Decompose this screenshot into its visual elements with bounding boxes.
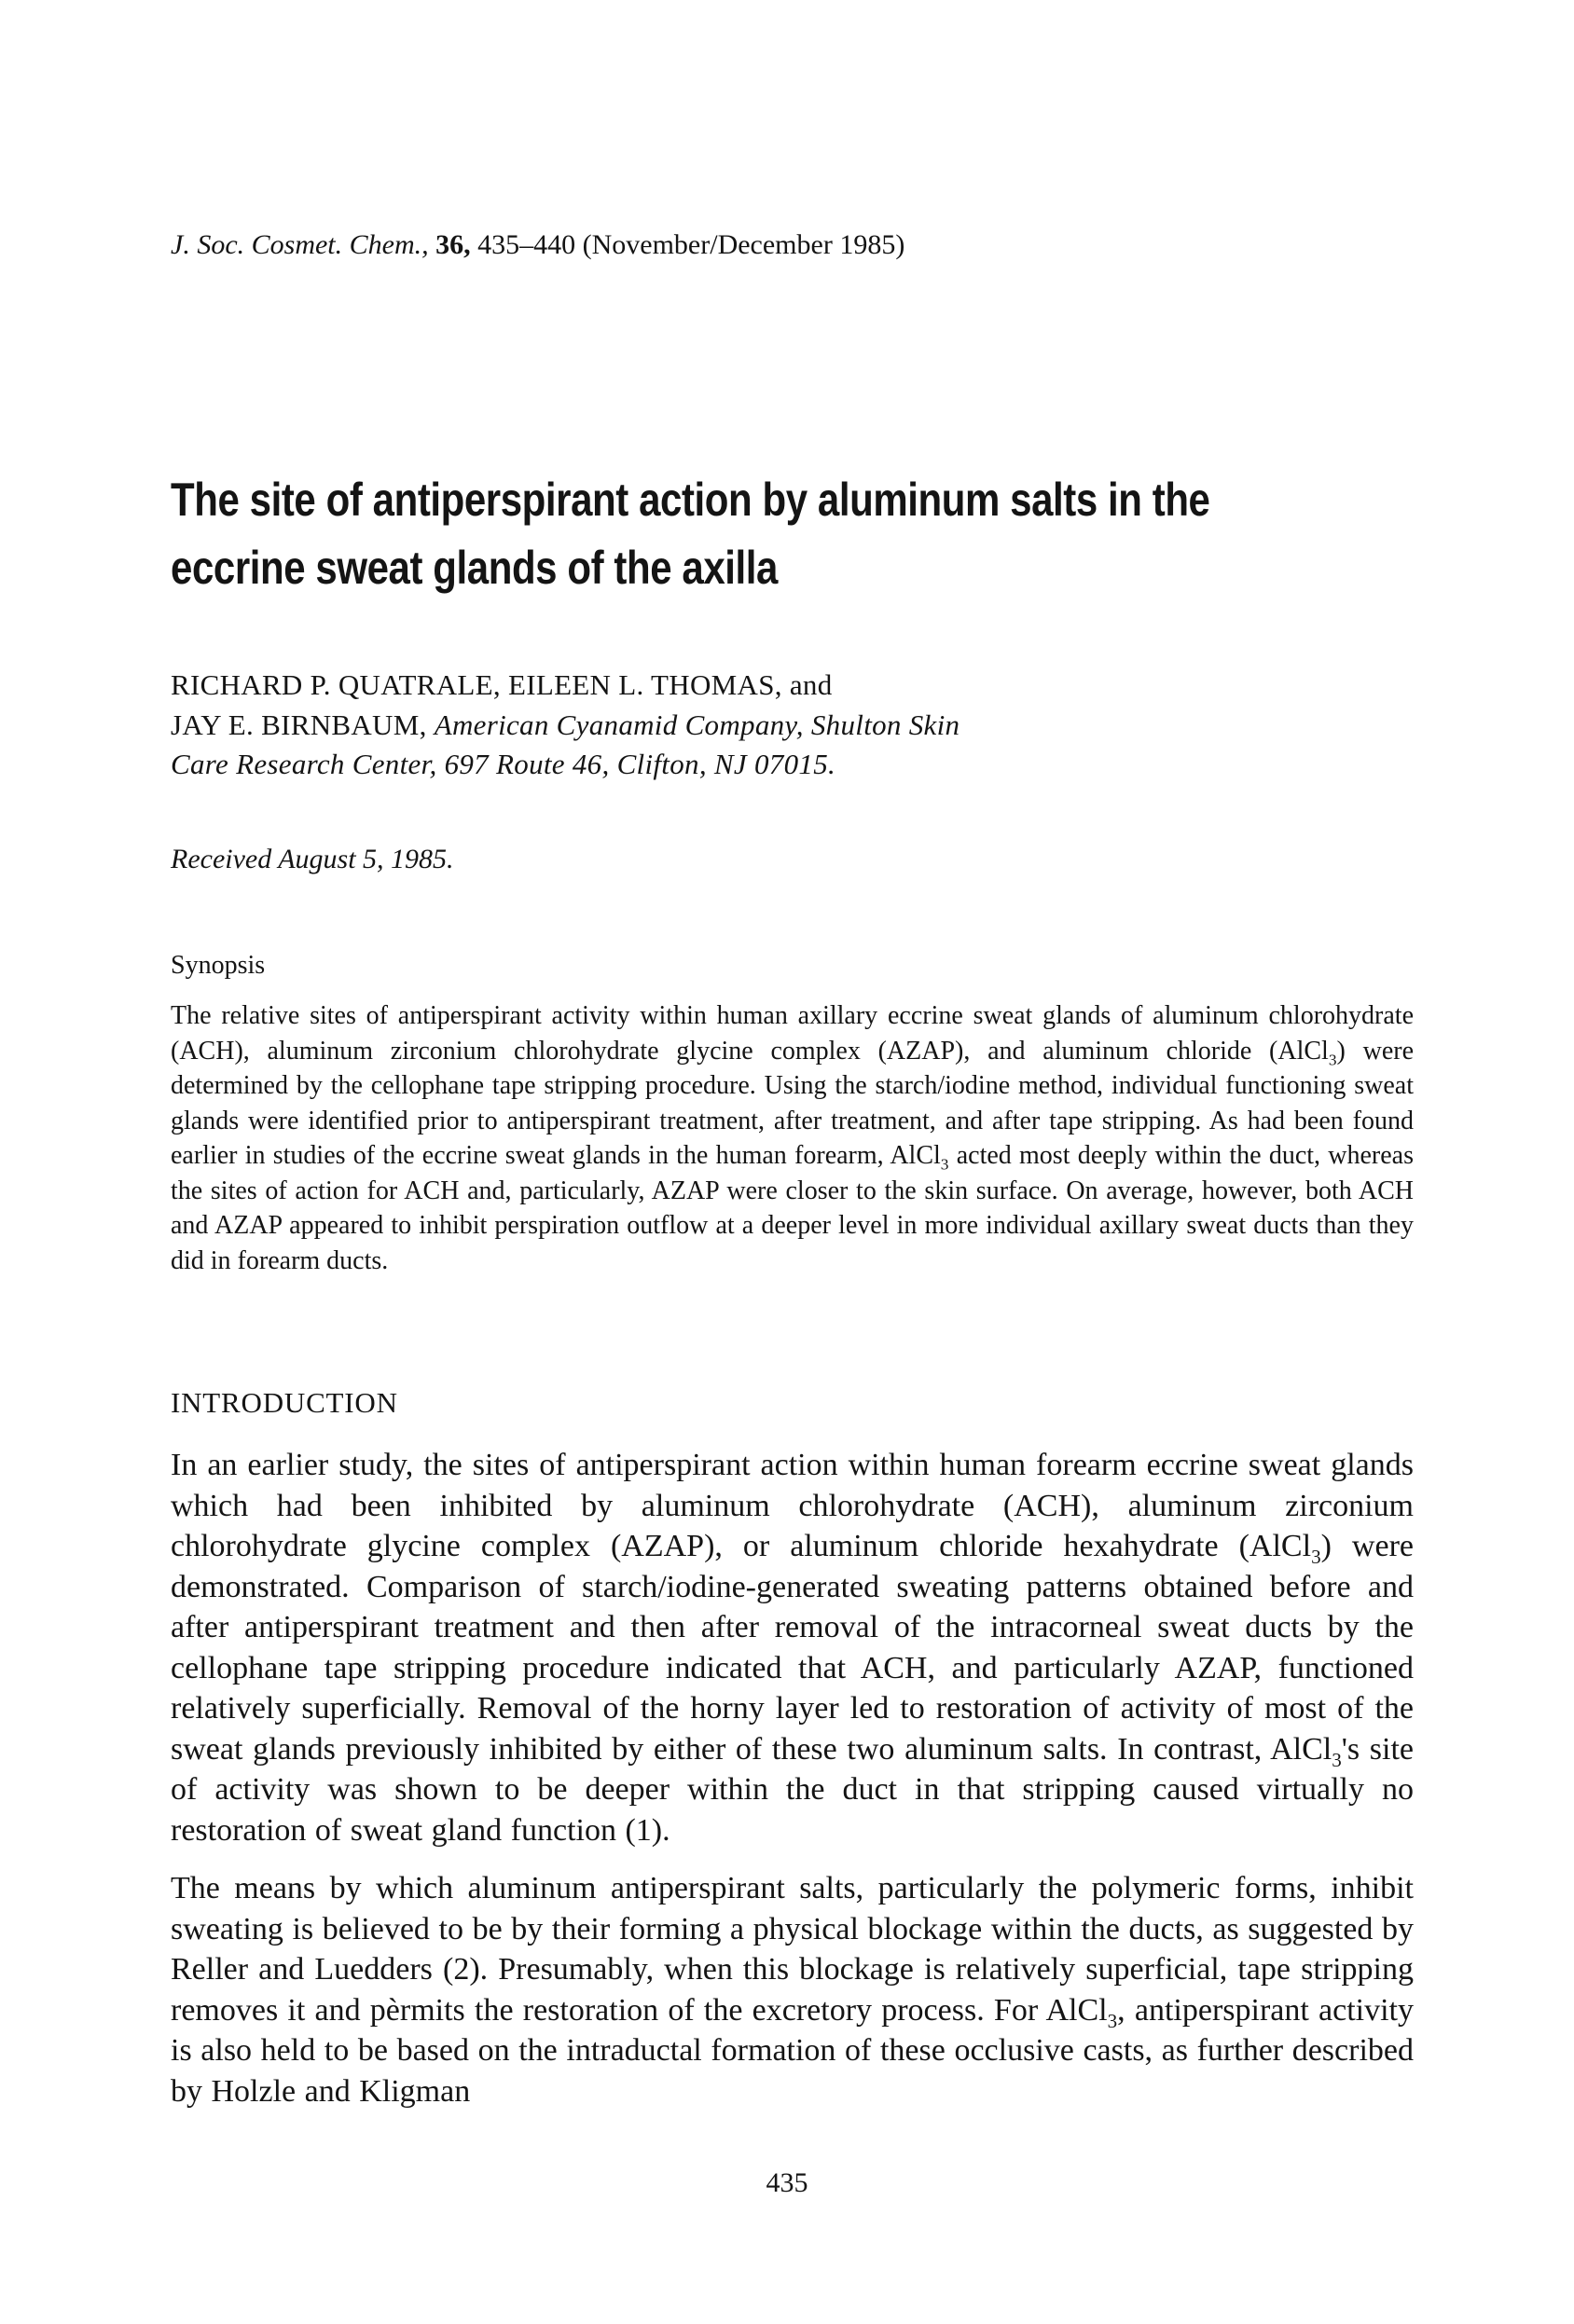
author-line-2: JAY E. BIRNBAUM, American Cyanamid Company, Shulton Skin [171, 708, 960, 741]
author-line-1: RICHARD P. QUATRALE, EILEEN L. THOMAS, and [171, 668, 833, 701]
synopsis-text: The relative sites of antiperspirant activity within human axillary eccrine sweat glands of aluminum chlorohydrate (ACH), aluminum zirconium chlorohydrate glycine complex (AZAP), and aluminum chloride (AlCl$_3$) were determined by the cellophane tape stripping procedure. Using the starch/iodine method, individual functioning sweat glands were identified prior to antiperspirant treatment, after treatment, and after tape stripping. As had been found earlier in studies of the eccrine sweat glands in the human forearm, AlCl$_3$ acted most deeply within the duct, whereas the sites of action for ACH and, particularly, AZAP were closer to the skin surface. On average, however, both ACH and AZAP appeared to inhibit perspiration outflow at a deeper level in more individual axillary sweat ducts than they did in forearm ducts. [171, 1001, 1414, 1275]
page-number: 435 [766, 2167, 808, 2198]
author-line-3: Care Research Center, 697 Route 46, Clifton, NJ 07015. [171, 748, 836, 780]
author-block [171, 666, 1414, 785]
received-date: Received August 5, 1985. [171, 844, 454, 874]
journal-citation-line: J. Soc. Cosmet. Chem., 36, 435–440 (November/December 1985) [171, 229, 905, 260]
introduction-paragraph-1: In an earlier study, the sites of antiperspirant action within human forearm eccrine sweat glands which had been inhibited by aluminum chlorohydrate (ACH), aluminum zirconium chlorohydrate glycine complex (AZAP), or aluminum chloride hexahydrate (AlCl$_3$) were demonstrated. Comparison of starch/iodine-generated sweating patterns obtained before and after antiperspirant treatment and then after removal of the intracorneal sweat ducts by the cellophane tape stripping procedure indicated that ACH, and particularly AZAP, functioned relatively superficially. Removal of the horny layer led to restoration of activity of most of the sweat glands previously inhibited by either of these two aluminum salts. In contrast, AlCl$_3$'s site of activity was shown to be deeper within the duct in that stripping caused virtually no restoration of sweat gland function (1). [171, 1448, 1414, 1848]
synopsis-heading: Synopsis [171, 951, 266, 980]
introduction-body [171, 1445, 1414, 2111]
page-title [171, 466, 1574, 602]
title-line-1: The site of antiperspirant action by aluminum salts in the [171, 474, 1210, 526]
introduction-paragraph-2: The means by which aluminum antiperspirant salts, particularly the polymeric forms, inhibit sweating is believed to be by their forming a physical blockage within the ducts, as suggested by Reller and Luedders (2). Presumably, when this blockage is relatively superficial, tape stripping removes it and pèrmits the restoration of the excretory process. For AlCl$_3$, antiperspirant activity is also held to be based on the intraductal formation of these occlusive casts, as further described by Holzle and Kligman [171, 1871, 1414, 2109]
introduction-heading: INTRODUCTION [171, 1386, 398, 1419]
title-line-2: eccrine sweat glands of the axilla [171, 542, 778, 594]
